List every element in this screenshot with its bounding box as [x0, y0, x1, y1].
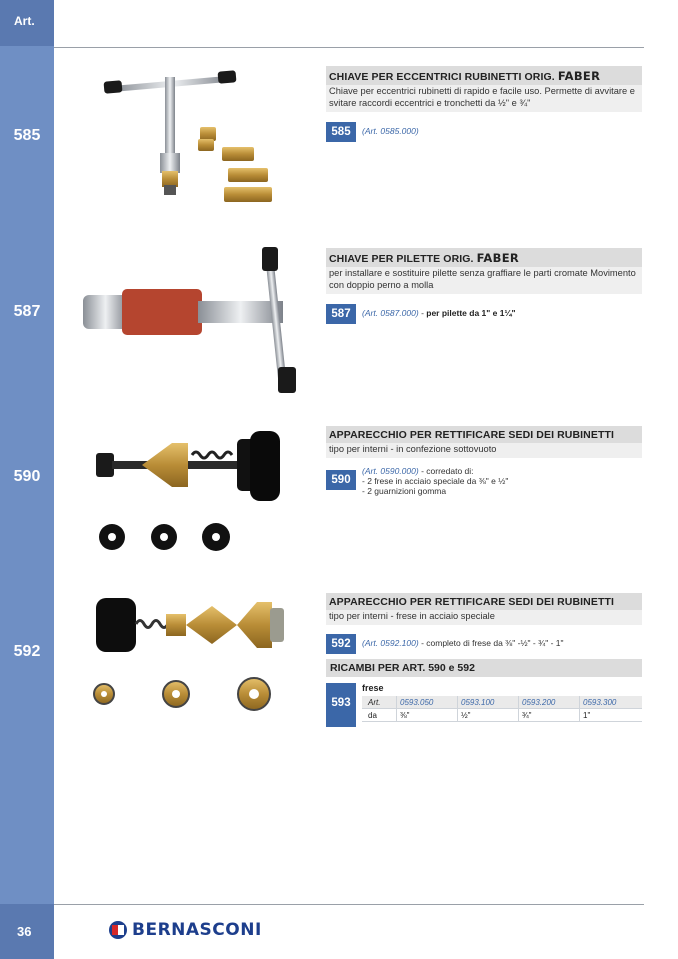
spare-parts-subtitle: frese	[362, 683, 384, 693]
article-text	[356, 634, 564, 648]
spare-parts-badge: 593	[326, 683, 356, 727]
title-text: APPARECCHIO PER RETTIFICARE SEDI DEI RUBINETTI	[329, 429, 615, 441]
product-section-587	[326, 248, 642, 324]
article-note: - corredato di:	[418, 466, 474, 476]
spare-parts-body	[326, 683, 642, 727]
sidebar-number-585: 585	[13, 127, 41, 144]
product-description: tipo per interni - frese in acciaio speciale	[326, 610, 642, 625]
sidebar-header-label: Art.	[14, 14, 35, 28]
row-label: da	[368, 710, 377, 720]
article-row	[326, 122, 642, 142]
product-section-590	[326, 426, 642, 496]
article-note-bold: per pilette da 1" e 1¼"	[426, 308, 516, 318]
brand-logo	[108, 920, 262, 940]
product-image-585	[100, 65, 280, 210]
product-image-592	[92, 594, 292, 714]
product-title	[326, 426, 642, 443]
table-cell: 0593.300	[579, 696, 640, 709]
article-extra-2: - 2 guarnizioni gomma	[362, 486, 447, 496]
article-badge: 592	[326, 634, 356, 654]
product-title	[326, 248, 642, 267]
sidebar-number-587: 587	[13, 303, 41, 320]
bottom-divider	[54, 904, 644, 905]
product-description: per installare e sostituire pilette senza graffiare le parti cromate Movimento con doppio perno a molla	[326, 267, 642, 294]
product-image-587	[78, 243, 303, 398]
table-cell: 0593.050	[396, 696, 457, 709]
page-number-box	[0, 904, 54, 959]
product-title	[326, 593, 642, 610]
table-cell: ⅜"	[396, 709, 457, 722]
article-note: -	[418, 308, 427, 318]
brand-text: FABER	[557, 69, 601, 83]
article-note: - completo di frese da ⅜" -½" - ¾" - 1"	[418, 638, 564, 648]
row-label: Art.	[368, 697, 381, 707]
article-badge: 590	[326, 470, 356, 490]
table-cell: 0593.100	[457, 696, 518, 709]
article-code: (Art. 0585.000)	[362, 126, 419, 136]
table-row	[362, 709, 642, 722]
title-text: APPARECCHIO PER RETTIFICARE SEDI DEI RUBINETTI	[329, 596, 615, 608]
article-extra-1: - 2 frese in acciaio speciale da ⅜" e ½"	[362, 476, 509, 486]
logo-text: BERNASCONI	[132, 920, 262, 940]
table-row	[362, 696, 642, 709]
spare-parts-section	[326, 659, 642, 727]
title-text: CHIAVE PER ECCENTRICI RUBINETTI ORIG.	[329, 71, 555, 83]
sidebar-number-592: 592	[13, 643, 41, 660]
article-badge: 585	[326, 122, 356, 142]
article-badge: 587	[326, 304, 356, 324]
spare-parts-table	[362, 683, 642, 727]
sidebar-number-590: 590	[13, 468, 41, 485]
spare-parts-title: RICAMBI PER ART. 590 e 592	[326, 659, 642, 677]
product-title	[326, 66, 642, 85]
title-text: CHIAVE PER PILETTE ORIG.	[329, 253, 474, 265]
product-section-585	[326, 66, 642, 142]
article-row	[326, 304, 642, 324]
product-description: Chiave per eccentrici rubinetti di rapido e facile uso. Permette di avvitare e svitare raccordi eccentrici e tronchetti da ½" e ¾"	[326, 85, 642, 112]
article-code: (Art. 0587.000)	[362, 308, 419, 318]
table-cell: 0593.200	[518, 696, 579, 709]
product-description: tipo per interni - in confezione sottovuoto	[326, 443, 642, 458]
article-text	[356, 466, 508, 496]
page-number: 36	[17, 924, 32, 939]
article-text	[356, 122, 419, 136]
table-cell: ½"	[457, 709, 518, 722]
top-divider	[54, 47, 644, 48]
table-cell: ¾"	[518, 709, 579, 722]
article-row	[326, 466, 642, 496]
logo-mark-icon	[108, 920, 128, 940]
article-row	[326, 634, 642, 654]
table-cell: 1"	[579, 709, 640, 722]
brand-text: FABER	[476, 251, 520, 265]
article-code: (Art. 0592.100)	[362, 638, 419, 648]
product-image-590	[92, 425, 292, 565]
sidebar-header	[0, 0, 54, 46]
product-section-592	[326, 593, 642, 654]
article-text	[356, 304, 516, 318]
article-code: (Art. 0590.000)	[362, 466, 419, 476]
